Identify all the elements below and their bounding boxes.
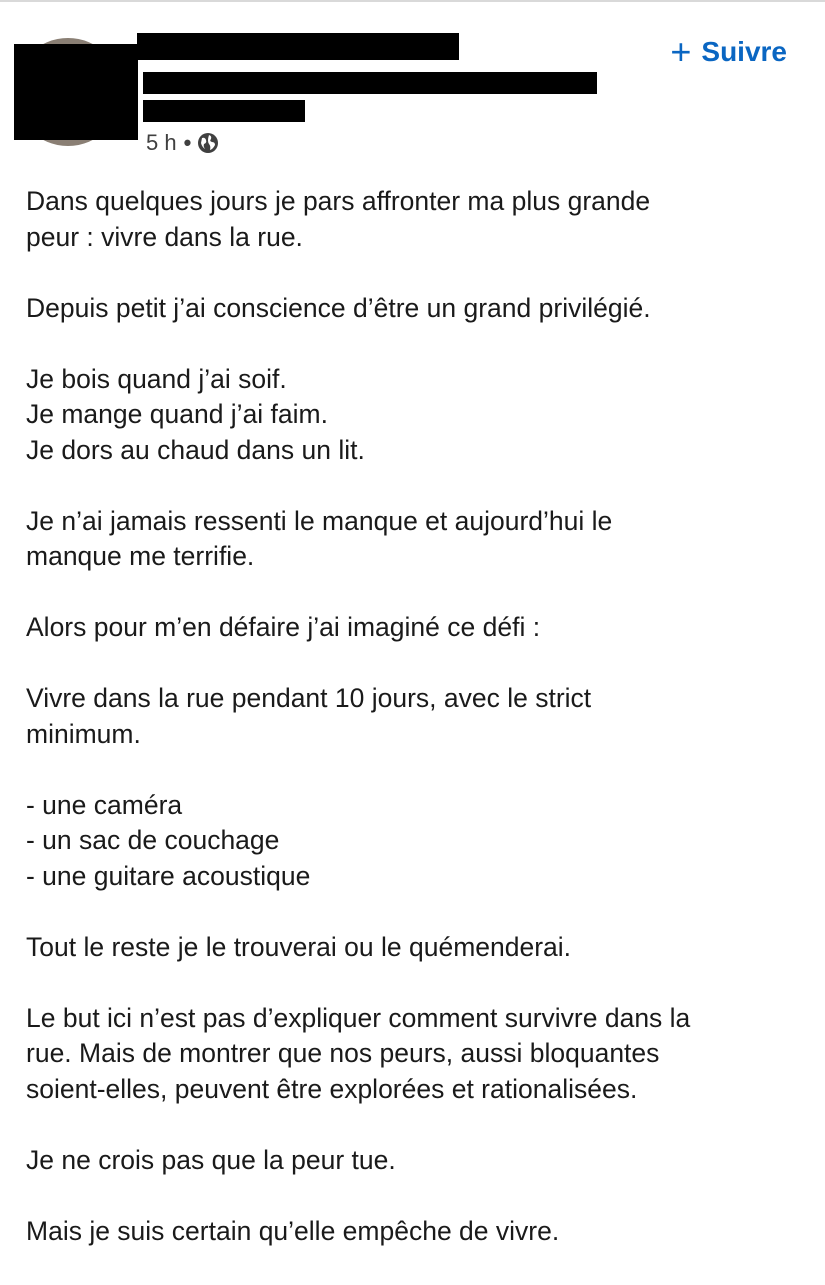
follow-button[interactable] — [670, 28, 787, 76]
redaction-bar-avatar — [14, 44, 138, 140]
post-paragraph — [26, 362, 806, 469]
post-text-line: minimum. — [26, 718, 141, 749]
post-time: 5 h — [146, 130, 177, 155]
post-text-line: Je ne crois pas que la peur tue. — [26, 1144, 396, 1175]
post-paragraph — [26, 681, 806, 752]
post-text — [26, 184, 806, 1285]
post-text-line: Je dors au chaud dans un lit. — [26, 434, 365, 465]
post-text-line: Dans quelques jours je pars affronter ma plus grande — [26, 186, 651, 216]
post-text-line: rue. Mais de montrer que nos peurs, aussi bloquantes — [26, 1038, 660, 1068]
redaction-bar-author-name — [137, 33, 459, 60]
post-text-line: Depuis petit j’ai conscience d’être un grand privilégié. — [26, 292, 651, 323]
post-text-line: - une caméra — [26, 789, 183, 820]
plus-icon: + — [670, 31, 692, 72]
post-paragraph — [26, 504, 806, 575]
post-paragraph — [26, 1143, 806, 1179]
post-paragraph — [26, 1214, 806, 1250]
post-text-line: Je bois quand j’ai soif. — [26, 363, 287, 394]
post-text-line: manque me terrifie. — [26, 541, 255, 571]
post-text-line: - un sac de couchage — [26, 825, 280, 855]
post-text-line: peur : vivre dans la rue. — [26, 221, 303, 252]
post-text-line: Mais je suis certain qu’elle empêche de vivre. — [26, 1215, 560, 1246]
redaction-bar-headline-line-2 — [143, 100, 305, 122]
globe-icon — [197, 132, 219, 154]
post-paragraph — [26, 291, 806, 327]
post-paragraph — [26, 610, 806, 646]
post-paragraph — [26, 930, 806, 966]
post-text-line: soient-elles, peuvent être explorées et rationalisées. — [26, 1073, 638, 1104]
post-text-line: Tout le reste je le trouverai ou le quémenderai. — [26, 931, 572, 962]
follow-label: Suivre — [701, 36, 787, 67]
redaction-bar-headline-line-1 — [143, 72, 597, 94]
post-meta — [146, 128, 219, 158]
post-text-line: Le but ici n’est pas d’expliquer comment survivre dans la — [26, 1002, 691, 1033]
post-paragraph — [26, 184, 806, 255]
post-text-line: Je n’ai jamais ressenti le manque et aujourd’hui le — [26, 505, 613, 536]
post-text-line: Je mange quand j’ai faim. — [26, 399, 328, 429]
post-text-line: - une guitare acoustique — [26, 860, 311, 891]
meta-separator: • — [183, 130, 192, 155]
post-text-line: Alors pour m’en défaire j’ai imaginé ce défi : — [26, 612, 541, 642]
post-paragraph — [26, 1001, 806, 1108]
post-text-line: Vivre dans la rue pendant 10 jours, avec le strict — [26, 683, 592, 713]
post-paragraph — [26, 788, 806, 895]
post-header — [0, 0, 825, 165]
